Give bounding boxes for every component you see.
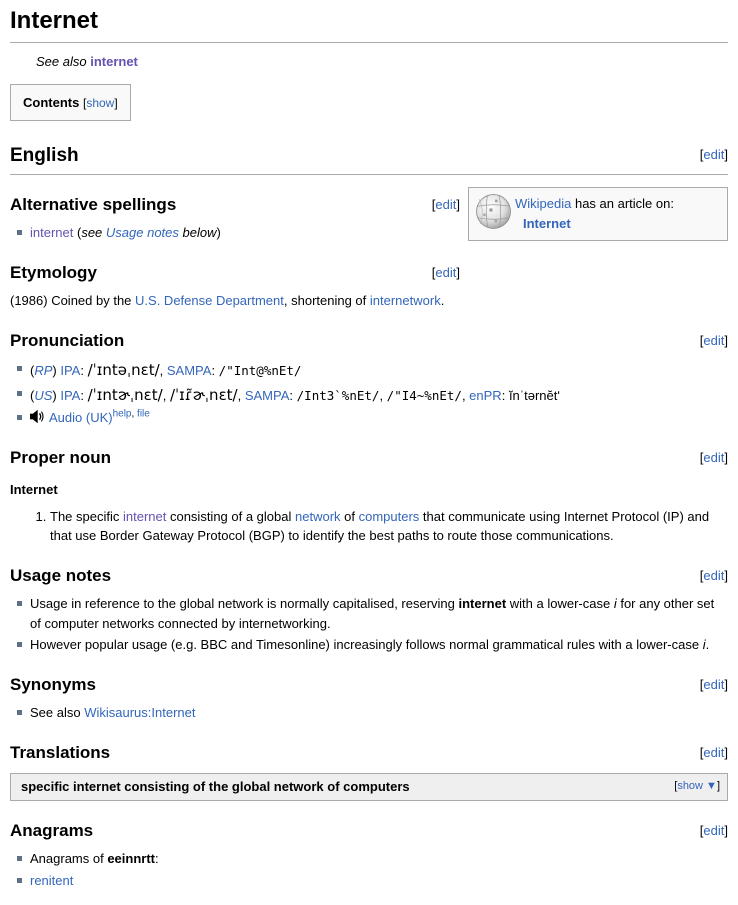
us-defense-department-link[interactable]: U.S. Defense Department — [135, 293, 284, 308]
contents-label: Contents — [23, 94, 80, 110]
text: that communicate using Internet Protocol (IP) and that use Border Gateway Protocol (BGP) to identify the best paths to route those communications. — [50, 508, 710, 543]
bracket: [ — [699, 449, 704, 465]
usage-notes-link[interactable]: Usage notes — [105, 225, 179, 240]
headword-text: Internet — [10, 482, 58, 497]
text: ) — [52, 363, 61, 378]
page-title-text: Internet — [10, 7, 99, 34]
italic-i: i — [613, 596, 617, 611]
edit-pronunciation-link[interactable]: edit — [703, 332, 725, 348]
text: ( — [30, 387, 35, 403]
edit-usage-notes-link[interactable]: edit — [703, 567, 725, 583]
text: with a lower-case — [506, 596, 614, 611]
text: , — [379, 387, 387, 403]
usage-notes-heading-text: Usage notes — [10, 565, 112, 585]
sampa-transcription: /Int3`%nEt/ — [296, 387, 380, 403]
text: ) — [216, 225, 221, 240]
text: for any other set of computer networks connected by internetworking. — [30, 596, 715, 631]
edit-link-anagrams — [700, 821, 728, 841]
wikipedia-link[interactable]: Wikipedia — [515, 196, 572, 212]
translations-nav-head — [11, 774, 727, 800]
text: : — [155, 851, 159, 866]
bracket: ] — [724, 567, 728, 583]
audio-sup-links — [113, 409, 150, 420]
bracket: [ — [699, 744, 704, 760]
synonym-item — [30, 703, 728, 723]
see-also-note — [36, 52, 728, 72]
rp-link[interactable]: RP — [34, 363, 53, 378]
text: (1986) Coined by the — [10, 293, 136, 308]
usage-note-item — [30, 635, 728, 655]
alt-spellings-heading-text: Alternative spellings — [10, 194, 177, 214]
renitent-link[interactable]: renitent — [30, 872, 74, 888]
internetwork-link[interactable]: internetwork — [369, 293, 441, 308]
edit-synonyms-link[interactable]: edit — [703, 676, 725, 692]
ipa-link[interactable]: IPA — [60, 363, 81, 378]
pronunciation-audio-item — [30, 408, 728, 428]
text: see — [81, 225, 106, 240]
anagram-item — [30, 871, 728, 891]
bracket: [ — [699, 567, 704, 583]
text: , — [131, 408, 138, 420]
text: . — [705, 637, 710, 652]
edit-link-usage-notes — [700, 566, 728, 586]
text: The specific — [50, 508, 123, 524]
text: ( — [73, 225, 82, 240]
sampa-transcription: /"I4~%nEt/ — [386, 387, 462, 403]
definitions-list — [10, 507, 728, 546]
anagram-letters: eeinnrtt — [107, 851, 155, 866]
wikipedia-box-caption: has an article on: — [571, 196, 674, 212]
bracket: [ — [699, 822, 704, 838]
wikisaurus-internet-link[interactable]: Wikisaurus:Internet — [84, 705, 196, 720]
text: consisting of a global — [166, 508, 295, 524]
ipa-transcription: /ˈɪntɚˌnɛt/ — [87, 385, 163, 404]
italic-i: i — [702, 637, 706, 652]
internet-link[interactable]: internet — [122, 508, 167, 524]
us-link[interactable]: US — [34, 387, 53, 403]
pronunciation-rp-item — [30, 359, 728, 382]
text: : — [289, 387, 297, 403]
bracket: ] — [724, 147, 728, 162]
text: Usage in reference to the global network is normally capitalised, reserving — [30, 596, 459, 611]
bracket: ] — [724, 744, 728, 760]
translations-nav-frame — [10, 773, 728, 801]
etymology-paragraph — [10, 291, 728, 311]
synonyms-list — [10, 703, 728, 723]
edit-link-alternative-spellings — [432, 195, 460, 215]
text: , — [461, 387, 470, 403]
text: ) — [52, 387, 61, 403]
section-heading-translations — [10, 740, 728, 766]
edit-translations-link[interactable]: edit — [703, 744, 725, 760]
translations-heading-text: Translations — [10, 742, 111, 762]
translations-show-link[interactable]: show ▼ — [677, 780, 717, 792]
section-heading-etymology — [10, 260, 728, 286]
text: , shortening of — [283, 293, 370, 308]
english-heading-text: English — [10, 145, 79, 166]
bracket: ] — [724, 449, 728, 465]
bracket: [ — [431, 196, 436, 212]
enpr-transcription: ĭnˈtərnĕtʹ — [508, 387, 560, 403]
headword — [10, 480, 728, 500]
contents-show-link[interactable]: show — [86, 95, 115, 110]
bracket: ] — [716, 780, 720, 792]
contents-bracket-open: [ — [82, 95, 87, 110]
audio-help-link[interactable]: help — [112, 408, 132, 420]
bracket: ] — [724, 332, 728, 348]
network-link[interactable]: network — [295, 508, 341, 524]
text: , — [237, 387, 245, 403]
edit-anagrams-link[interactable]: edit — [703, 822, 725, 838]
ipa-link[interactable]: IPA — [60, 387, 81, 403]
audio-file-link[interactable]: file — [137, 408, 150, 420]
computers-link[interactable]: computers — [358, 508, 420, 524]
text: : — [501, 387, 509, 403]
contents-bracket-close: ] — [114, 95, 118, 110]
etymology-heading-text: Etymology — [10, 262, 97, 282]
text: However popular usage (e.g. BBC and Timesonline) increasingly follows normal grammatical rules with a lower-case — [30, 637, 703, 652]
ipa-transcription: /ˈɪɾ̃ɚˌnɛt/ — [169, 385, 238, 404]
bold-internet: internet — [458, 596, 507, 611]
usage-note-item — [30, 594, 728, 633]
section-heading-synonyms — [10, 672, 728, 698]
text: : — [80, 363, 88, 378]
text: Anagrams of — [30, 851, 108, 866]
section-heading-pronunciation — [10, 328, 728, 354]
bracket: [ — [699, 147, 704, 162]
list-item — [30, 223, 728, 243]
bracket: ] — [724, 822, 728, 838]
see-also-prefix: See also — [36, 54, 91, 69]
edit-link-proper-noun — [700, 448, 728, 468]
text: of — [340, 508, 359, 524]
anagrams-heading-text: Anagrams — [10, 820, 94, 840]
contents-box — [10, 84, 131, 122]
contents-toggle — [83, 96, 118, 110]
section-heading-proper-noun — [10, 445, 728, 471]
wikipedia-article-link[interactable]: Internet — [523, 215, 571, 231]
synonyms-heading-text: Synonyms — [10, 674, 96, 694]
edit-proper-noun-link[interactable]: edit — [703, 449, 725, 465]
translations-toggle — [674, 778, 720, 795]
bracket: [ — [699, 332, 704, 348]
edit-link-pronunciation — [700, 331, 728, 351]
translations-gloss: specific internet consisting of the global network of computers — [21, 779, 410, 794]
bracket: [ — [674, 780, 678, 792]
section-heading-english — [10, 142, 728, 175]
usage-notes-list — [10, 594, 728, 655]
section-heading-anagrams — [10, 818, 728, 844]
audio-uk-link[interactable]: Audio (UK) — [49, 410, 113, 425]
bracket: ] — [456, 264, 460, 280]
bracket: [ — [431, 264, 436, 280]
pronunciation-list — [10, 359, 728, 428]
edit-english-link[interactable]: edit — [703, 147, 725, 162]
speaker-icon[interactable] — [30, 409, 45, 424]
text: below — [178, 225, 217, 240]
enpr-link[interactable]: enPR — [469, 387, 502, 403]
text: ( — [30, 363, 35, 378]
edit-link-english — [700, 145, 728, 165]
pronunciation-heading-text: Pronunciation — [10, 330, 125, 350]
alternative-spellings-list — [10, 223, 728, 243]
internet-link[interactable]: internet — [30, 225, 74, 240]
sampa-transcription: /"Int@%nEt/ — [218, 363, 302, 378]
edit-etymology-link[interactable]: edit — [435, 264, 457, 280]
proper-noun-heading-text: Proper noun — [10, 447, 112, 467]
text: : — [80, 387, 88, 403]
edit-link-synonyms — [700, 675, 728, 695]
edit-alt-spellings-link[interactable]: edit — [435, 196, 457, 212]
sampa-link[interactable]: SAMPA — [166, 363, 212, 378]
text: . — [440, 293, 445, 308]
sampa-link[interactable]: SAMPA — [244, 387, 290, 403]
text: , — [159, 363, 167, 378]
bracket: [ — [699, 676, 704, 692]
ipa-transcription: /ˈɪntəˌnɛt/ — [87, 361, 160, 379]
text: : — [211, 363, 219, 378]
pronunciation-us-item — [30, 384, 728, 407]
text: See also — [30, 705, 85, 720]
edit-link-translations — [700, 743, 728, 763]
anagrams-list — [10, 849, 728, 890]
edit-link-etymology — [432, 263, 460, 283]
text: , — [162, 387, 170, 403]
anagram-item — [30, 849, 728, 869]
bracket: ] — [456, 196, 460, 212]
bracket: ] — [724, 676, 728, 692]
page-title — [10, 2, 728, 43]
section-heading-usage-notes — [10, 563, 728, 589]
definition-item — [50, 507, 728, 546]
see-also-internet-link[interactable]: internet — [90, 54, 138, 69]
